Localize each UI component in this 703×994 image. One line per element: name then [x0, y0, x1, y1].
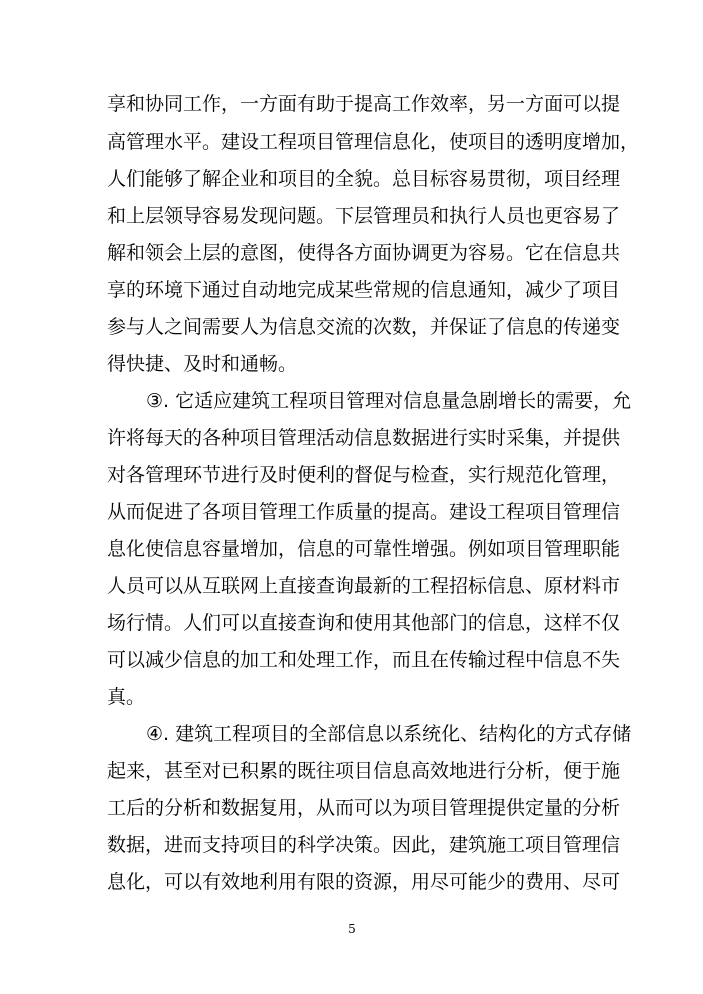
- page-number: 5: [348, 922, 356, 936]
- paragraph-4-first-line: ④. 建筑工程项目的全部信息以系统化、结构化的方式存储: [146, 723, 632, 745]
- text-line: 享的环境下通过自动地完成某些常规的信息通知，减少了项目: [107, 279, 621, 301]
- text-line: 数据，进而支持项目的科学决策。因此，建筑施工项目管理信: [107, 834, 621, 856]
- text-line: 人员可以从互联网上直接查询最新的工程招标信息、原材料市: [107, 575, 621, 597]
- text-line: 许将每天的各种项目管理活动信息数据进行实时采集，并提供: [107, 427, 621, 449]
- text-line: 息化使信息容量增加，信息的可靠性增强。例如项目管理职能: [107, 538, 621, 560]
- text-line: 对各管理环节进行及时便利的督促与检查，实行规范化管理，: [107, 464, 621, 486]
- text-line: 享和协同工作，一方面有助于提高工作效率，另一方面可以提: [107, 93, 621, 115]
- text-line: 人们能够了解企业和项目的全貌。总目标容易贯彻，项目经理: [107, 168, 621, 190]
- text-line: 可以减少信息的加工和处理工作，而且在传输过程中信息不失: [107, 649, 621, 671]
- text-line: 起来，甚至对已积累的既往项目信息高效地进行分析，便于施: [107, 760, 621, 782]
- text-line: 得快捷、及时和通畅。: [107, 353, 298, 375]
- paragraph-3-first-line: ③. 它适应建筑工程项目管理对信息量急剧增长的需要，允: [146, 390, 632, 412]
- text-line: 工后的分析和数据复用，从而可以为项目管理提供定量的分析: [107, 797, 621, 819]
- text-line: 和上层领导容易发现问题。下层管理员和执行人员也更容易了: [107, 205, 621, 227]
- text-line: 从而促进了各项目管理工作质量的提高。建设工程项目管理信: [107, 501, 621, 523]
- text-line: 解和领会上层的意图，使得各方面协调更为容易。它在信息共: [107, 242, 621, 264]
- text-line: 场行情。人们可以直接查询和使用其他部门的信息，这样不仅: [107, 612, 621, 634]
- text-line: 息化，可以有效地利用有限的资源，用尽可能少的费用、尽可: [107, 871, 621, 893]
- text-line: 高管理水平。建设工程项目管理信息化，使项目的透明度增加，: [107, 131, 640, 153]
- text-line: 真。: [107, 686, 146, 708]
- text-line: 参与人之间需要人为信息交流的次数，并保证了信息的传递变: [107, 316, 621, 338]
